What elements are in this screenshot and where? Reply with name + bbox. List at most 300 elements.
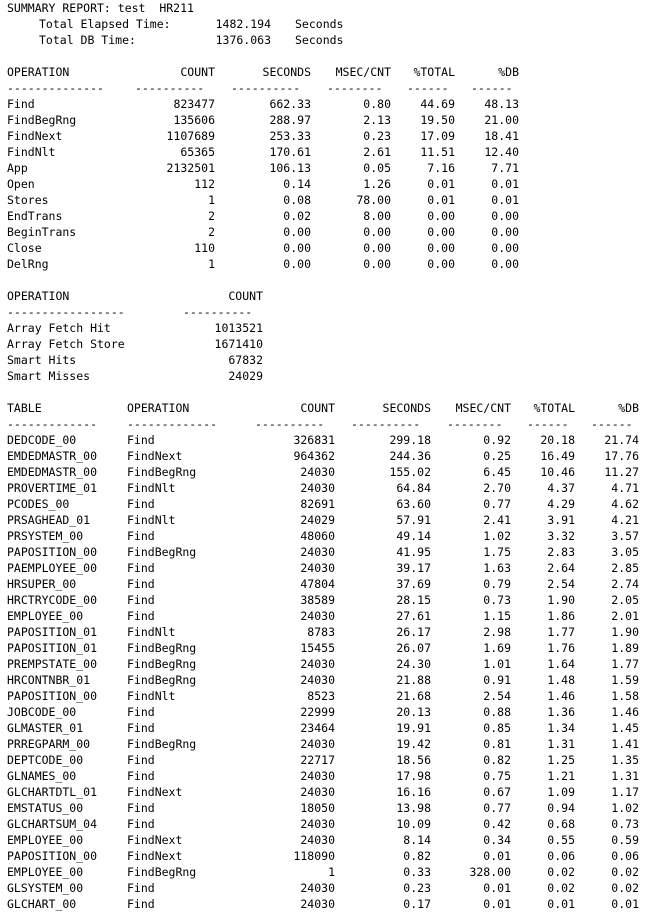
cell: 18.41 [484,129,519,143]
cell: GLCHARTDTL_01 [7,785,98,799]
cell: FindBegRng [127,865,197,879]
column-header: OPERATION [127,401,190,415]
cell: 1.75 [483,545,511,559]
table-row [0,656,656,672]
cell: 24030 [300,561,335,575]
cell: 0.01 [483,881,511,895]
cell: 41.95 [396,545,431,559]
separator: -------------- [7,81,104,95]
cell: FindBegRng [127,657,197,671]
cell: 0.02 [611,881,639,895]
cell: 21.68 [396,689,431,703]
cell: 2 [208,209,215,223]
cell: Find [127,801,155,815]
cell: 1.86 [547,609,575,623]
cell: Find [127,577,155,591]
cell: 1 [328,865,335,879]
table-row [0,896,656,912]
cell: 0.01 [611,897,639,911]
cell: 0.01 [491,177,519,191]
cell: 4.21 [611,513,639,527]
cell: 11.51 [420,145,455,159]
separator: ------ [471,81,513,95]
cell: 288.97 [269,113,311,127]
cell: FindBegRng [7,113,77,127]
cell: 0.06 [611,849,639,863]
cell: Find [7,97,35,111]
table-row [0,496,656,512]
cell: Find [127,705,155,719]
column-header: %DB [498,65,519,79]
cell: 2.13 [363,113,391,127]
cell: HRSUPER_00 [7,577,77,591]
cell: 7.16 [427,161,455,175]
cell: 18.56 [396,753,431,767]
cell: 44.69 [420,97,455,111]
cell: FindNext [127,785,183,799]
column-header: MSEC/CNT [335,65,391,79]
cell: GLMASTER_01 [7,721,84,735]
cell: FindBegRng [127,641,197,655]
cell: 0.00 [427,241,455,255]
separator: ---------- [135,81,205,95]
table-row [0,464,656,480]
cell: 12.40 [484,145,519,159]
header-row [0,400,656,416]
cell: 24030 [300,657,335,671]
cell: FindNlt [127,481,176,495]
cell: 110 [194,241,215,255]
cell: EndTrans [7,209,63,223]
table-row [0,192,656,208]
cell: 0.82 [483,753,511,767]
cell: 19.50 [420,113,455,127]
separator: ---------- [231,81,301,95]
cell: GLNAMES_00 [7,769,77,783]
cell: 2132501 [166,161,215,175]
cell: Find [127,753,155,767]
cell: 0.00 [363,257,391,271]
cell: 0.00 [363,241,391,255]
separator: ------ [591,417,633,431]
cell: 27.61 [396,609,431,623]
cell: 47804 [300,577,335,591]
cell: EMDEDMASTR_00 [7,449,98,463]
cell: 1.02 [483,529,511,543]
cell: Stores [7,193,49,207]
cell: 24030 [300,785,335,799]
table-row [0,160,656,176]
cell: 0.23 [403,881,431,895]
table-row [0,528,656,544]
table-row [0,112,656,128]
cell: 1.58 [611,689,639,703]
column-header: TABLE [7,401,42,415]
cell: 24030 [300,769,335,783]
cell: PAPOSITION_00 [7,545,98,559]
cell: 64.84 [396,481,431,495]
cell: 24030 [300,481,335,495]
cell: FindNlt [7,145,56,159]
cell: PRSAGHEAD_01 [7,513,91,527]
cell: GLCHART_00 [7,897,77,911]
cell: 0.68 [547,817,575,831]
table-row [0,368,656,384]
cell: PAPOSITION_01 [7,641,98,655]
cell: 0.73 [483,593,511,607]
table-row [0,848,656,864]
cell: Find [127,817,155,831]
separator-row [0,304,656,320]
cell: 0.00 [283,241,311,255]
table-row [0,752,656,768]
cell: 0.23 [363,129,391,143]
cell: 1.76 [547,641,575,655]
cell: 78.00 [356,193,391,207]
cell: 17.98 [396,769,431,783]
cell: FindNext [127,449,183,463]
cell: 0.01 [483,897,511,911]
cell: BeginTrans [7,225,77,239]
db-time-line [0,32,656,48]
cell: 0.94 [547,801,575,815]
table-row [0,608,656,624]
table-row [0,720,656,736]
cell: DEDCODE_00 [7,433,77,447]
cell: 0.25 [483,449,511,463]
cell: 0.01 [483,849,511,863]
cell: 1.25 [547,753,575,767]
cell: FindBegRng [127,737,197,751]
separator: -------- [327,81,383,95]
report-title: SUMMARY REPORT: test HR211 [7,1,194,15]
cell: 1.90 [547,593,575,607]
cell: 67832 [228,353,263,367]
cell: 2.61 [363,145,391,159]
header-row [0,288,656,304]
cell: 8.00 [363,209,391,223]
cell: 1.21 [547,769,575,783]
cell: 8783 [307,625,335,639]
column-header: COUNT [228,289,263,303]
cell: 1107689 [166,129,215,143]
cell: PAEMPLOYEE_00 [7,561,98,575]
cell: 170.61 [269,145,311,159]
cell: PROVERTIME_01 [7,481,98,495]
cell: 0.73 [611,817,639,831]
column-header: %DB [618,401,639,415]
table-row [0,704,656,720]
cell: 57.91 [396,513,431,527]
cell: 1.36 [547,705,575,719]
table-row [0,208,656,224]
separator: -------- [447,417,503,431]
cell: 299.18 [389,433,431,447]
cell: 0.01 [427,193,455,207]
table-row [0,784,656,800]
cell: 0.06 [547,849,575,863]
table-row [0,336,656,352]
cell: 2.64 [547,561,575,575]
cell: PAPOSITION_00 [7,689,98,703]
table-row [0,688,656,704]
cell: EMPLOYEE_00 [7,609,84,623]
table-row [0,640,656,656]
cell: 1.41 [611,737,639,751]
cell: 112 [194,177,215,191]
cell: 0.79 [483,577,511,591]
cell: 24030 [300,833,335,847]
table-row [0,736,656,752]
cell: DelRng [7,257,49,271]
cell: 0.88 [483,705,511,719]
cell: 823477 [173,97,215,111]
cell: 0.33 [403,865,431,879]
cell: Find [127,593,155,607]
cell: 4.37 [547,481,575,495]
table-row [0,480,656,496]
cell: 6.45 [483,465,511,479]
cell: 2.74 [611,577,639,591]
cell: GLCHARTSUM_04 [7,817,98,831]
table-row [0,432,656,448]
cell: 1.02 [611,801,639,815]
cell: 135606 [173,113,215,127]
cell: 662.33 [269,97,311,111]
cell: 1.64 [547,657,575,671]
column-header: %TOTAL [413,65,455,79]
cell: 48.13 [484,97,519,111]
cell: PAPOSITION_00 [7,849,98,863]
cell: 21.00 [484,113,519,127]
cell: 7.71 [491,161,519,175]
table-row [0,624,656,640]
cell: 2.41 [483,513,511,527]
cell: 24030 [300,737,335,751]
column-header: COUNT [180,65,215,79]
cell: Find [127,561,155,575]
separator-row [0,416,656,432]
cell: 0.01 [547,897,575,911]
cell: 1.31 [611,769,639,783]
column-header: COUNT [300,401,335,415]
separator-row [0,80,656,96]
table-row [0,96,656,112]
cell: 326831 [293,433,335,447]
cell: Smart Hits [7,353,77,367]
cell: FindNlt [127,513,176,527]
cell: 22717 [300,753,335,767]
cell: 49.14 [396,529,431,543]
cell: 1.31 [547,737,575,751]
cell: PCODES_00 [7,497,70,511]
cell: 3.05 [611,545,639,559]
cell: 0.59 [611,833,639,847]
table-row [0,256,656,272]
cell: 0.91 [483,673,511,687]
cell: 0.00 [427,225,455,239]
cell: 1.90 [611,625,639,639]
cell: 24030 [300,897,335,911]
cell: 244.36 [389,449,431,463]
elapsed-time-line [0,16,656,32]
cell: 20.13 [396,705,431,719]
cell: 253.33 [269,129,311,143]
cell: 38589 [300,593,335,607]
cell: 1 [208,257,215,271]
cell: 1013521 [214,321,263,335]
table-row [0,512,656,528]
cell: 15455 [300,641,335,655]
cell: 0.00 [283,225,311,239]
cell: Find [127,609,155,623]
cell: 155.02 [389,465,431,479]
cell: FindNext [127,849,183,863]
cell: FindNlt [127,625,176,639]
cell: 16.16 [396,785,431,799]
cell: 1.15 [483,609,511,623]
cell: 39.17 [396,561,431,575]
cell: 19.42 [396,737,431,751]
cell: 13.98 [396,801,431,815]
cell: FindBegRng [127,465,197,479]
cell: 10.09 [396,817,431,831]
cell: Find [127,769,155,783]
cell: HRCTRYCODE_00 [7,593,98,607]
cell: Array Fetch Store [7,337,125,351]
cell: 1.45 [611,721,639,735]
cell: 2.05 [611,593,639,607]
cell: 0.00 [491,225,519,239]
column-header: MSEC/CNT [455,401,511,415]
cell: Find [127,881,155,895]
cell: 0.42 [483,817,511,831]
elapsed-value: 1482.194 [215,17,271,31]
table-row [0,768,656,784]
cell: 3.91 [547,513,575,527]
cell: 0.14 [283,177,311,191]
cell: 24030 [300,609,335,623]
cell: 16.49 [540,449,575,463]
cell: 24030 [300,817,335,831]
cell: EMSTATUS_00 [7,801,84,815]
cell: 24030 [300,545,335,559]
table-row [0,864,656,880]
cell: 2 [208,225,215,239]
table-row [0,832,656,848]
table-row [0,592,656,608]
cell: 3.57 [611,529,639,543]
separator: ----------------- [7,305,125,319]
cell: 11.27 [604,465,639,479]
cell: 1.46 [547,689,575,703]
cell: 20.18 [540,433,575,447]
cell: 1.89 [611,641,639,655]
cell: 0.01 [427,177,455,191]
cell: 0.17 [403,897,431,911]
cell: 2.83 [547,545,575,559]
cell: 0.85 [483,721,511,735]
column-header: OPERATION [7,65,70,79]
separator: ---------- [183,305,253,319]
cell: FindNlt [127,689,176,703]
table-row [0,176,656,192]
cell: 4.29 [547,497,575,511]
cell: JOBCODE_00 [7,705,77,719]
cell: 0.00 [363,225,391,239]
cell: 0.55 [547,833,575,847]
cell: Find [127,897,155,911]
cell: FindNext [7,129,63,143]
table-row [0,672,656,688]
cell: 0.00 [283,257,311,271]
cell: 37.69 [396,577,431,591]
table-row [0,576,656,592]
cell: PREMPSTATE_00 [7,657,98,671]
table-row [0,128,656,144]
cell: 0.02 [547,881,575,895]
cell: 0.67 [483,785,511,799]
cell: Find [127,721,155,735]
cell: 1.59 [611,673,639,687]
cell: Find [127,529,155,543]
cell: 17.76 [604,449,639,463]
cell: 1.77 [611,657,639,671]
cell: 106.13 [269,161,311,175]
cell: Smart Misses [7,369,91,383]
cell: 328.00 [469,865,511,879]
cell: 4.71 [611,481,639,495]
cell: HRCONTNBR_01 [7,673,91,687]
report-title-line [0,0,656,16]
cell: 65365 [180,145,215,159]
column-header: SECONDS [262,65,311,79]
cell: 0.00 [427,257,455,271]
cell: App [7,161,28,175]
cell: 3.32 [547,529,575,543]
cell: 48060 [300,529,335,543]
table-row [0,880,656,896]
cell: 0.02 [611,865,639,879]
cell: 24030 [300,673,335,687]
cell: 8.14 [403,833,431,847]
cell: 1.01 [483,657,511,671]
cell: 4.62 [611,497,639,511]
cell: 82691 [300,497,335,511]
separator: ------------- [127,417,218,431]
cell: 2.85 [611,561,639,575]
cell: 0.00 [491,241,519,255]
cell: EMDEDMASTR_00 [7,465,98,479]
cell: EMPLOYEE_00 [7,865,84,879]
table-row [0,800,656,816]
cell: 1.69 [483,641,511,655]
cell: 19.91 [396,721,431,735]
db-unit: Seconds [295,33,344,47]
cell: Open [7,177,35,191]
separator: ------ [407,81,449,95]
cell: 0.77 [483,801,511,815]
table-row [0,320,656,336]
cell: FindBegRng [127,673,197,687]
cell: 23464 [300,721,335,735]
table-row [0,560,656,576]
cell: 0.82 [403,849,431,863]
cell: 17.09 [420,129,455,143]
cell: 1.17 [611,785,639,799]
cell: 22999 [300,705,335,719]
cell: Close [7,241,42,255]
